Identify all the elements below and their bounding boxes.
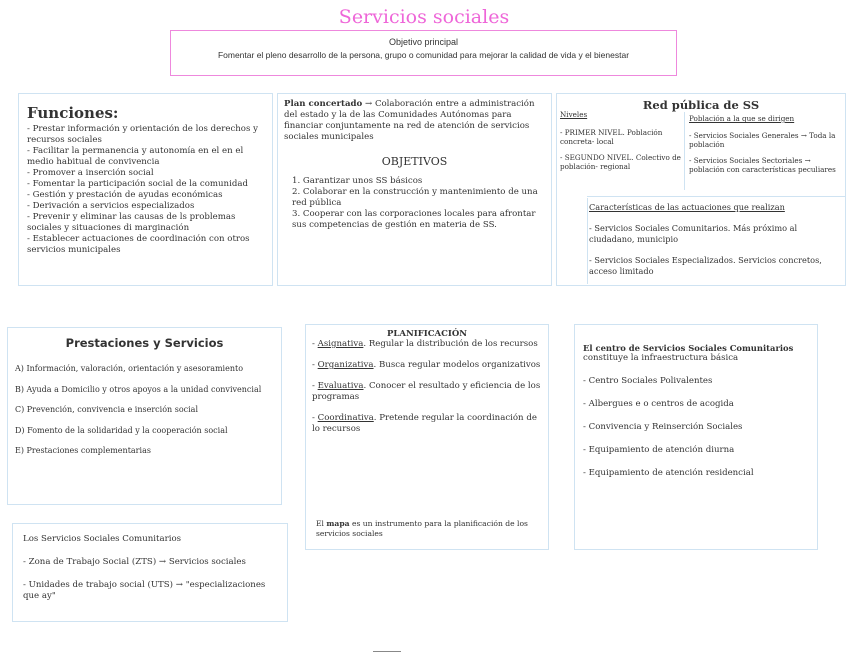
list-item: - Servicios Sociales Sectoriales → población con características peculiares [689,155,836,174]
objetivos-list [284,176,545,231]
list-item: - Organizativa. Busca regular modelos organizativos [312,360,541,370]
prestaciones-list [15,364,274,457]
comunitarios-box [12,523,288,622]
divider [373,651,401,652]
list-item: - Evaluativa. Conocer el resultado y eficiencia de los programas [312,381,541,402]
objetivo-heading: Objetivo principal [388,37,459,47]
list-item: A) Información, valoración, orientación y asesoramiento [15,364,244,373]
list-item: - Servicios Sociales Comunitarios. Más próximo al ciudadano, municipio [589,223,798,244]
list-item: - Convivencia y Reinserción Sociales [583,422,743,432]
list-item: - Equipamiento de atención diurna [583,445,735,455]
list-item: D) Fomento de la solidaridad y la cooperación social [15,425,228,435]
list-item: - Equipamiento de atención residencial [583,468,754,478]
poblacion-column [689,114,841,175]
funciones-box [18,93,273,286]
divider [587,196,845,197]
plan-label: Plan concertado [284,99,363,109]
funciones-heading: Funciones: [27,104,119,122]
list-item: - Coordinativa. Pretende regular la coordinación de lo recursos [312,413,537,434]
plan-description: Colaboración entre a administración del estado y la de las Comunidades Autónomas para financiar conjuntamente na red de atención de servicios sociales municipales [284,99,535,142]
list-item: - Fomentar la participación social de la comunidad [27,179,248,189]
objetivo-principal-box [170,30,677,76]
list-item: 3. Cooperar con las corporaciones locales para afrontar sus competencias de gestión en materia de SS. [292,209,536,230]
centro-list [583,376,809,479]
red-publica-box [556,93,846,286]
centro-heading: El centro de Servicios Sociales Comunitarios [583,343,794,353]
plan-concertado-box [277,93,552,286]
caracteristicas-section [589,202,843,277]
centro-subheading: constituye la infraestructura básica [583,353,739,363]
comunitarios-heading: Los Servicios Sociales Comunitarios [23,534,182,544]
list-item: - Centro Sociales Polivalentes [583,376,713,386]
list-item: - Servicios Sociales Especializados. Servicios concretos, acceso limitado [589,255,822,276]
red-heading: Red pública de SS [642,98,760,112]
list-item: - Unidades de trabajo social (UTS) → "especializaciones que ay" [23,580,266,601]
list-item: 1. Garantizar unos SS básicos [292,176,423,186]
list-item: - PRIMER NIVEL. Población concreta- local [560,127,663,146]
plan-concertado-text [284,99,545,143]
poblacion-label: Población a la que se dirigen [689,114,795,123]
list-item: - Zona de Trabajo Social (ZTS) → Servicios sociales [23,557,246,567]
page-title: Servicios sociales [338,6,510,28]
list-item: B) Ayuda a Domicilio y otros apoyos a la unidad convivencial [15,384,262,394]
objetivos-heading: OBJETIVOS [381,155,448,168]
mapa-note: El mapa es un instrumento para la planificación de los servicios sociales [316,519,528,538]
list-item: - Prevenir y eliminar las causas de ls problemas sociales y situaciones di marginación [27,212,236,233]
list-item: - Promover a inserción social [27,168,154,178]
arrow: → [362,99,375,109]
objetivo-text: Fomentar el pleno desarrollo de la persona, grupo o comunidad para mejorar la calidad de vida y el bienestar [217,50,630,60]
list-item: - Establecer actuaciones de coordinación con otros servicios municipales [27,234,250,255]
funciones-list [27,124,264,256]
list-item: - Gestión y prestación de ayudas económicas [27,190,223,200]
list-item: 2. Colaborar en la construcción y mantenimiento de una red pública [292,187,538,208]
prestaciones-box [7,327,282,505]
planificacion-heading: PLANIFICACIÓN [387,329,467,339]
list-item: E) Prestaciones complementarias [15,446,151,455]
planificacion-box [305,324,549,550]
list-item: - Albergues e o centros de acogida [583,399,734,409]
list-item: - Facilitar la permanencia y autonomía en el en el medio habitual de convivencia [27,146,244,167]
caracteristicas-heading: Características de las actuaciones que realizan [589,202,785,212]
list-item: - Asignativa. Regular la distribución de los recursos [312,339,538,349]
list-item: - Derivación a servicios especializados [27,201,195,211]
niveles-label: Niveles [560,110,588,119]
divider [684,112,685,190]
list-item: - Prestar información y orientación de los derechos y recursos sociales [27,124,258,145]
niveles-column [560,110,682,172]
centro-box [574,324,818,550]
list-item: - Servicios Sociales Generales → Toda la población [689,130,836,149]
divider [587,198,588,284]
list-item: C) Prevención, convivencia e inserción social [15,405,199,414]
list-item: - SEGUNDO NIVEL. Colectivo de población- regional [560,152,681,171]
prestaciones-heading: Prestaciones y Servicios [65,336,224,350]
